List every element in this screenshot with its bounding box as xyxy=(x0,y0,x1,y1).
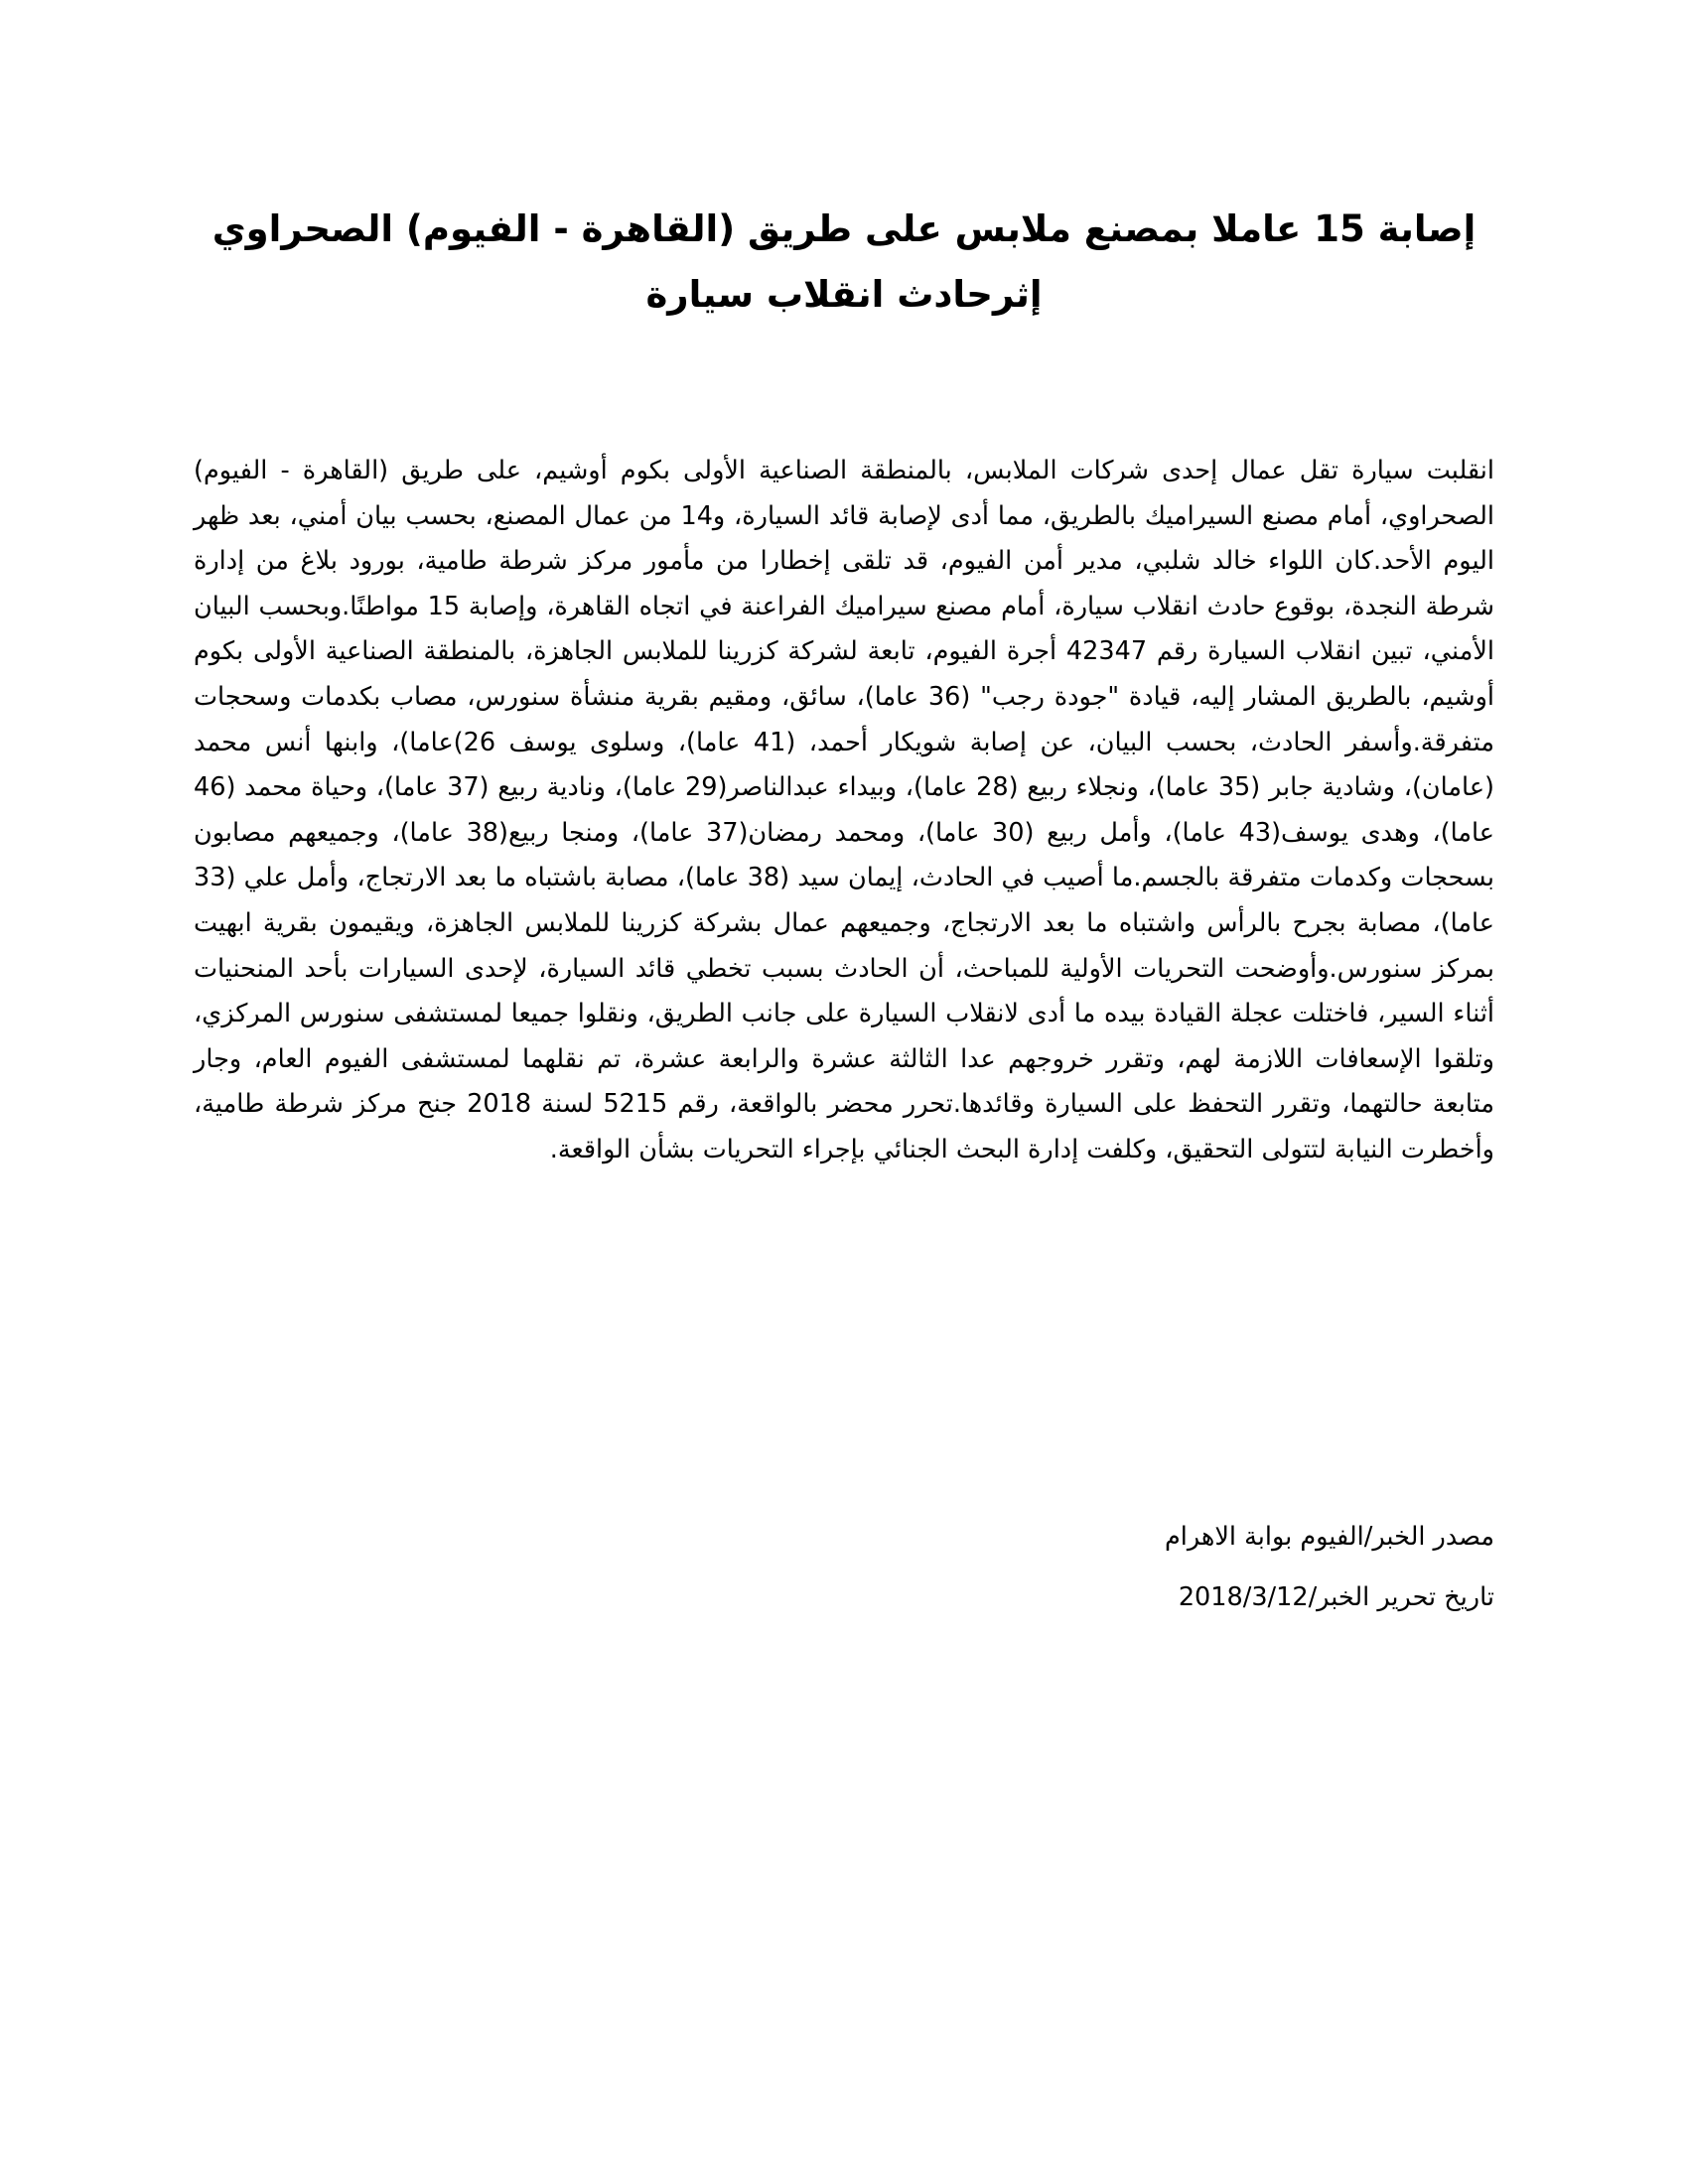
article-date: تاريخ تحرير الخبر/2018/3/12 xyxy=(1178,1582,1494,1612)
article-title xyxy=(189,197,1499,328)
news-source: مصدر الخبر/الفيوم بوابة الاهرام xyxy=(1164,1522,1494,1552)
article-body: انقلبت سيارة تقل عمال إحدى شركات الملابس، بالمنطقة الصناعية الأولى بكوم أوشيم، على طريق (القاهرة - الفيوم) الصحراوي، أمام مصنع السيراميك بالطريق، مما أدى لإصابة قائد السيارة، و14 من عمال المصنع، بحسب بيان أمني، بعد ظهر اليوم الأحد.كان اللواء خالد شلبي، مدير أمن الفيوم، قد تلقى إخطارا من مأمور مركز شرطة طامية، بورود بلاغ من إدارة شرطة النجدة، بوقوع حادث انقلاب سيارة، أمام مصنع سيراميك الفراعنة في اتجاه القاهرة، وإصابة 15 مواطنًا.وبحسب البيان الأمني، تبين انقلاب السيارة رقم 42347 أجرة الفيوم، تابعة لشركة كزرينا للملابس الجاهزة، بالمنطقة الصناعية الأولى بكوم أوشيم، بالطريق المشار إليه، قيادة "جودة رجب" (36 عاما)، سائق، ومقيم بقرية منشأة سنورس، مصاب بكدمات وسحجات متفرقة.وأسفر الحادث، بحسب البيان، عن إصابة شويكار أحمد، (41 عاما)، وسلوى يوسف 26)عاما)، وابنها أنس محمد (عامان)، وشادية جابر (35 عاما)، ونجلاء ربيع (28 عاما)، وبيداء عبدالناصر(29 عاما)، ونادية ربيع (37 عاما)، وحياة محمد (46 عاما)، وهدى يوسف(43 عاما)، وأمل ربيع (30 عاما)، ومحمد رمضان(37 عاما)، ومنجا ربيع(38 عاما)، وجميعهم مصابون بسحجات وكدمات متفرقة بالجسم.ما أصيب في الحادث، إيمان سيد (38 عاما)، مصابة باشتباه ما بعد الارتجاج، وأمل علي (33 عاما)، مصابة بجرح بالرأس واشتباه ما بعد الارتجاج، وجميعهم عمال بشركة كزرينا للملابس الجاهزة، ويقيمون بقرية ابهيت بمركز سنورس.وأوضحت التحريات الأولية للمباحث، أن الحادث بسبب تخطي قائد السيارة، لإحدى السيارات بأحد المنحنيات أثناء السير، فاختلت عجلة القيادة بيده ما أدى لانقلاب السيارة على جانب الطريق، ونقلوا جميعا لمستشفى سنورس المركزي، وتلقوا الإسعافات اللازمة لهم، وتقرر خروجهم عدا الثالثة عشرة والرابعة عشرة، تم نقلهما لمستشفى الفيوم العام، وجار متابعة حالتهما، وتقرر التحفظ على السيارة وقائدها.تحرر محضر بالواقعة، رقم 5215 لسنة 2018 جنح مركز شرطة طامية، وأخطرت النيابة لتتولى التحقيق، وكلفت إدارة البحث الجنائي بإجراء التحريات بشأن الواقعة. xyxy=(194,456,1494,1164)
title-line-1: إصابة 15 عاملا بمصنع ملابس على طريق (القاهرة - الفيوم) الصحراوي xyxy=(211,207,1477,250)
title-line-2: إثرحادث انقلاب سيارة xyxy=(645,273,1043,316)
